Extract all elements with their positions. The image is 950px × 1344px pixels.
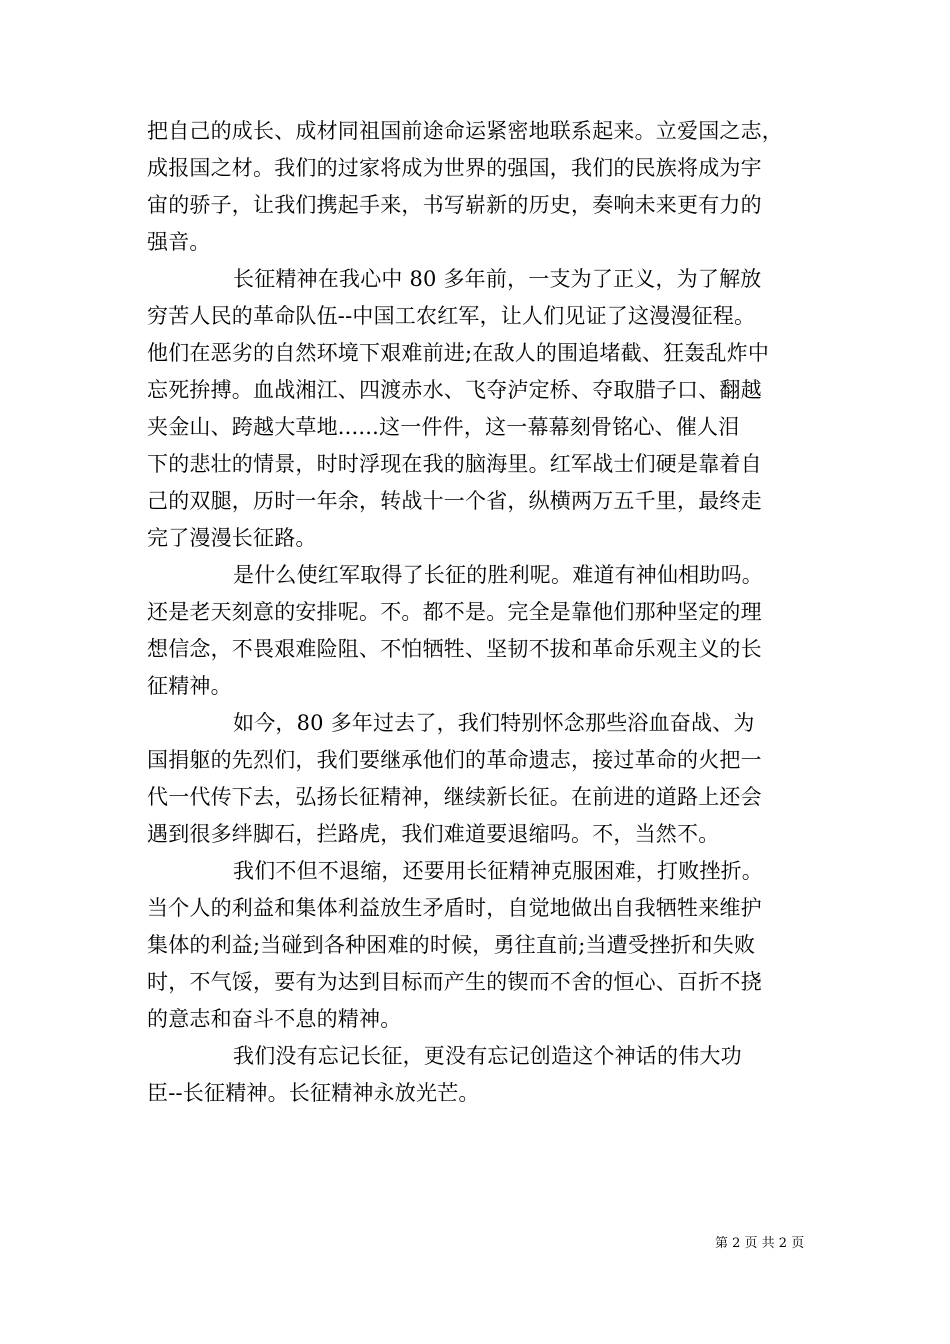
text-line: 下的悲壮的情景，时时浮现在我的脑海里。红军战士们硬是靠着自: [147, 452, 762, 476]
text-line: 长征精神在我心中 80 多年前，一支为了正义，为了解放: [233, 267, 762, 291]
text-line: 征精神。: [147, 674, 232, 698]
paragraph: [147, 261, 817, 557]
text-line: 是什么使红军取得了长征的胜利呢。难道有神仙相助吗。: [233, 563, 763, 587]
text-line: 穷苦人民的革命队伍--中国工农红军，让人们见证了这漫漫征程。: [147, 304, 756, 328]
text-line: 成报国之材。我们的过家将成为世界的强国，我们的民族将成为宇: [147, 156, 762, 180]
text-line: 我们不但不退缩，还要用长征精神克服困难，打败挫折。: [233, 859, 763, 883]
text-line: 己的双腿，历时一年余，转战十一个省，纵横两万五千里，最终走: [147, 489, 762, 513]
text-line: 集体的利益;当碰到各种困难的时候，勇往直前;当遭受挫折和失败: [147, 933, 756, 957]
text-line: 完了漫漫长征路。: [147, 526, 317, 550]
paragraph: [147, 113, 817, 261]
page-number: 第 2 页 共 2 页: [715, 1236, 805, 1251]
text-line: 代一代传下去，弘扬长征精神，继续新长征。在前进的道路上还会: [147, 785, 762, 809]
text-line: 夹金山、跨越大草地......这一件件，这一幕幕刻骨铭心、催人泪: [147, 415, 740, 439]
text-line: 把自己的成长、成材同祖国前途命运紧密地联系起来。立爱国之志，: [147, 119, 783, 143]
paragraph: [147, 1038, 817, 1112]
text-line: 他们在恶劣的自然环境下艰难前进;在敌人的围追堵截、狂轰乱炸中: [147, 341, 770, 365]
paragraph: [147, 853, 817, 1038]
text-line: 遇到很多绊脚石，拦路虎，我们难道要退缩吗。不，当然不。: [147, 822, 720, 846]
text-line: 我们没有忘记长征，更没有忘记创造这个神话的伟大功: [233, 1044, 742, 1068]
text-line: 臣--长征精神。长征精神永放光芒。: [147, 1081, 480, 1105]
text-line: 想信念，不畏艰难险阻、不怕牺牲、坚韧不拔和革命乐观主义的长: [147, 637, 762, 661]
page-body: [147, 113, 817, 1112]
text-line: 宙的骄子，让我们携起手来，书写崭新的历史，奏响未来更有力的: [147, 193, 762, 217]
text-line: 强音。: [147, 230, 211, 254]
paragraph: [147, 705, 817, 853]
paragraph: [147, 557, 817, 705]
text-line: 的意志和奋斗不息的精神。: [147, 1007, 402, 1031]
text-line: 还是老天刻意的安排呢。不。都不是。完全是靠他们那种坚定的理: [147, 600, 762, 624]
text-line: 当个人的利益和集体利益放生矛盾时，自觉地做出自我牺牲来维护: [147, 896, 762, 920]
text-line: 国捐躯的先烈们，我们要继承他们的革命遗志，接过革命的火把一: [147, 748, 762, 772]
text-line: 如今，80 多年过去了，我们特别怀念那些浴血奋战、为: [233, 711, 755, 735]
text-line: 时，不气馁，要有为达到目标而产生的锲而不舍的恒心、百折不挠: [147, 970, 762, 994]
text-line: 忘死拚搏。血战湘江、四渡赤水、飞夺泸定桥、夺取腊子口、翻越: [147, 378, 762, 402]
